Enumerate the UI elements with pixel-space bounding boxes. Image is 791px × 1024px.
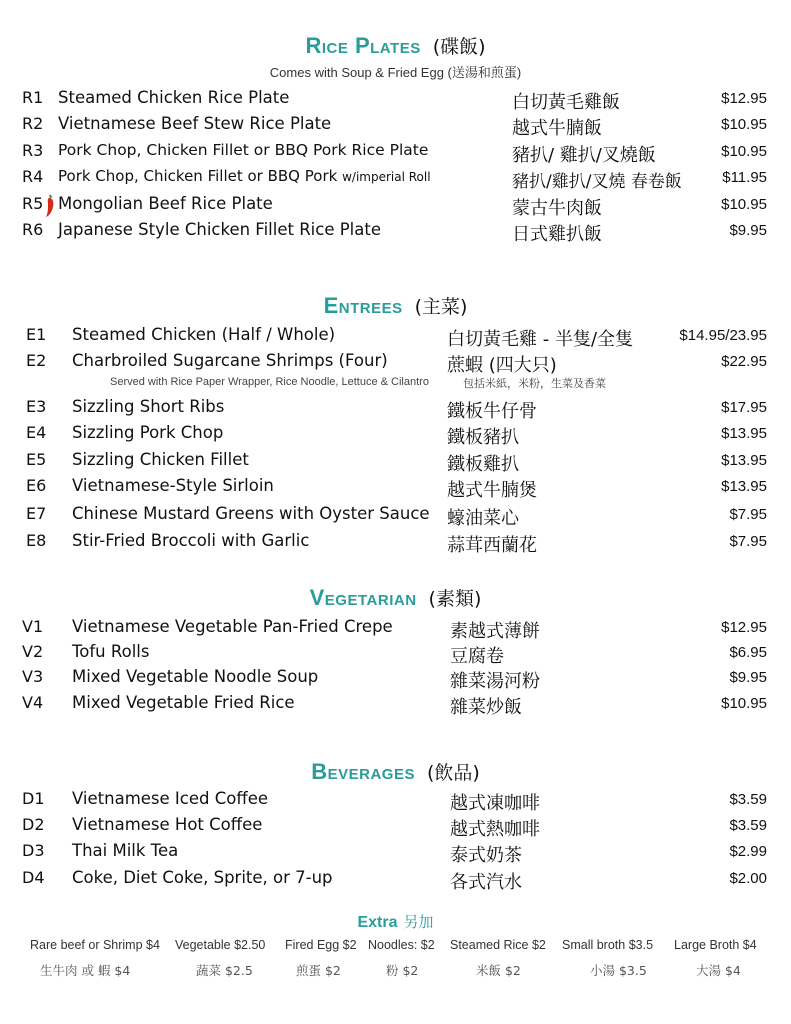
- item-code: R2: [22, 114, 44, 133]
- item-name-zh: 越式熱咖啡: [450, 819, 540, 840]
- menu-item-e8: [0, 531, 791, 557]
- item-code: R6: [22, 220, 44, 239]
- item-name: Japanese Style Chicken Fillet Rice Plate: [58, 220, 381, 239]
- item-price: $3.59: [729, 791, 767, 808]
- chili-pepper-icon: [44, 194, 56, 218]
- menu-item-d4: [0, 868, 791, 894]
- menu-item-e1: [0, 325, 791, 351]
- item-name: Sizzling Pork Chop: [72, 423, 224, 442]
- item-price: $13.95: [721, 478, 767, 495]
- item-price: $3.59: [729, 817, 767, 834]
- extra-item-steamed-rice: Steamed Rice $2: [450, 938, 546, 952]
- menu-item-e2: [0, 351, 791, 377]
- item-name: Vietnamese Iced Coffee: [72, 789, 269, 808]
- extra-item-noodles-zh: 粉 $2: [386, 963, 419, 978]
- item-code: E6: [26, 476, 47, 495]
- item-price: $10.95: [721, 695, 767, 712]
- item-price: $13.95: [721, 425, 767, 442]
- item-name-zh: 豬扒/ 雞扒/叉燒飯: [512, 145, 656, 166]
- item-name: Mixed Vegetable Fried Rice: [72, 693, 295, 712]
- section-title-zh: (素類): [428, 588, 482, 610]
- item-price: $12.95: [721, 619, 767, 636]
- item-code: R1: [22, 88, 44, 107]
- item-note-zh: 包括米紙，米粉，生菜及香菜: [463, 377, 606, 390]
- section-title: Rice Plates: [305, 33, 421, 58]
- item-name: Coke, Diet Coke, Sprite, or 7-up: [72, 868, 333, 887]
- item-name-zh: 豆腐卷: [450, 646, 504, 667]
- menu-item-r2: [0, 114, 791, 140]
- vegetarian-heading: [0, 584, 791, 611]
- item-name-zh: 越式凍咖啡: [450, 793, 540, 814]
- menu-item-e4: [0, 423, 791, 449]
- item-price: $11.95: [722, 169, 767, 186]
- item-name-zh: 鐵板牛仔骨: [447, 401, 537, 422]
- menu-item-d2: [0, 815, 791, 841]
- item-name-zh: 日式雞扒飯: [512, 224, 602, 245]
- item-price: $9.95: [729, 669, 767, 686]
- menu-item-v1: [0, 617, 791, 643]
- item-code: V1: [22, 617, 44, 636]
- item-name-suffix: w/imperial Roll: [342, 170, 431, 184]
- extra-item-large-broth-zh: 大湯 $4: [696, 963, 741, 978]
- menu-item-d3: [0, 841, 791, 867]
- section-title-zh: (飲品): [426, 762, 480, 784]
- extra-item-vegetable-zh: 蔬菜 $2.5: [196, 963, 253, 978]
- item-name: Vietnamese Vegetable Pan-Fried Crepe: [72, 617, 393, 636]
- item-price: $22.95: [721, 353, 767, 370]
- item-code: D3: [22, 841, 45, 860]
- menu-item-e6: [0, 476, 791, 502]
- item-price: $7.95: [729, 506, 767, 523]
- item-code: E1: [26, 325, 47, 344]
- section-title: Vegetarian: [309, 585, 417, 610]
- item-name-zh: 雜菜湯河粉: [450, 671, 540, 692]
- menu-item-e5: [0, 450, 791, 476]
- item-note: Served with Rice Paper Wrapper, Rice Noodle, Lettuce & Cilantro: [110, 376, 429, 388]
- menu-item-e7: [0, 504, 791, 530]
- beverages-heading: [0, 758, 791, 785]
- item-code: V3: [22, 667, 44, 686]
- menu-item-v4: [0, 693, 791, 719]
- item-name: Chinese Mustard Greens with Oyster Sauce: [72, 504, 430, 523]
- entrees-heading: [0, 292, 791, 319]
- item-name-zh: 蠔油菜心: [447, 508, 519, 529]
- item-price: $17.95: [721, 399, 767, 416]
- item-name: Mixed Vegetable Noodle Soup: [72, 667, 319, 686]
- extra-item-small-broth: Small broth $3.5: [562, 938, 654, 952]
- rice-plates-subtitle: Comes with Soup & Fried Egg (送湯和煎蛋): [269, 65, 522, 80]
- item-price: $7.95: [729, 533, 767, 550]
- item-name-zh: 白切黃毛雞飯: [512, 92, 620, 113]
- item-code: R3: [22, 141, 44, 160]
- item-price: $6.95: [729, 644, 767, 661]
- item-price: $14.95/23.95: [679, 327, 767, 344]
- menu-item-e3: [0, 397, 791, 423]
- extra-item-vegetable: Vegetable $2.50: [175, 938, 266, 952]
- item-price: $13.95: [721, 452, 767, 469]
- extra-item-noodles: Noodles: $2: [368, 938, 435, 952]
- item-name: Steamed Chicken (Half / Whole): [72, 325, 336, 344]
- item-code: V2: [22, 642, 44, 661]
- item-name-zh: 越式牛腩煲: [447, 480, 537, 501]
- item-name: Stir-Fried Broccoli with Garlic: [72, 531, 310, 550]
- item-name: Tofu Rolls: [72, 642, 150, 661]
- menu-item-v3: [0, 667, 791, 693]
- item-code: E7: [26, 504, 47, 523]
- item-price: $10.95: [721, 196, 767, 213]
- item-name-zh: 泰式奶茶: [450, 845, 522, 866]
- item-code: E2: [26, 351, 47, 370]
- extra-title: Extra: [357, 914, 398, 931]
- item-code: R5: [22, 194, 44, 213]
- item-name-zh: 蒜茸西蘭花: [447, 535, 537, 556]
- item-name-zh: 越式牛腩飯: [512, 118, 602, 139]
- item-code: E3: [26, 397, 47, 416]
- item-name-zh: 鐵板雞扒: [447, 454, 519, 475]
- extra-item-rare-beef: Rare beef or Shrimp $4: [30, 938, 160, 952]
- item-name-zh: 蒙古牛肉飯: [512, 198, 602, 219]
- item-name-zh: 白切黃毛雞 - 半隻/全隻: [447, 329, 634, 350]
- item-price: $9.95: [729, 222, 767, 239]
- item-price: $12.95: [721, 90, 767, 107]
- item-name-zh: 鐵板豬扒: [447, 427, 519, 448]
- item-code: D1: [22, 789, 45, 808]
- item-price: $10.95: [721, 143, 767, 160]
- item-name: Thai Milk Tea: [72, 841, 179, 860]
- item-name: Mongolian Beef Rice Plate: [58, 194, 273, 213]
- item-code: E4: [26, 423, 47, 442]
- extra-item-rare-beef-zh: 生牛肉 或 蝦 $4: [40, 963, 131, 978]
- item-name-zh: 豬扒/雞扒/叉燒 春卷飯: [512, 172, 682, 192]
- section-title: Beverages: [311, 759, 415, 784]
- extra-item-large-broth: Large Broth $4: [674, 938, 757, 952]
- item-price: $2.00: [729, 870, 767, 887]
- rice-plates-heading: [0, 32, 791, 59]
- extra-item-fried-egg-zh: 煎蛋 $2: [296, 963, 341, 978]
- menu-item-v2: [0, 642, 791, 668]
- section-title-zh: (碟飯): [432, 36, 486, 58]
- item-price: $2.99: [729, 843, 767, 860]
- item-code: V4: [22, 693, 44, 712]
- menu-item-d1: [0, 789, 791, 815]
- section-title-zh: (主菜): [414, 296, 468, 318]
- item-code: R4: [22, 167, 44, 186]
- section-title: Entrees: [323, 293, 403, 318]
- item-code: E8: [26, 531, 47, 550]
- item-price: $10.95: [721, 116, 767, 133]
- item-name: Sizzling Chicken Fillet: [72, 450, 249, 469]
- menu-item-r6: [0, 220, 791, 246]
- item-name: Steamed Chicken Rice Plate: [58, 88, 290, 107]
- item-name-zh: 雜菜炒飯: [450, 697, 522, 718]
- item-name-zh: 蔗蝦 (四大只): [447, 355, 557, 376]
- item-name: Charbroiled Sugarcane Shrimps (Four): [72, 351, 388, 370]
- extra-item-fried-egg: Fired Egg $2: [285, 938, 357, 952]
- item-code: D4: [22, 868, 45, 887]
- extra-item-steamed-rice-zh: 米飯 $2: [476, 963, 521, 978]
- item-name: Pork Chop, Chicken Fillet or BBQ Pork Rice Plate: [58, 141, 429, 159]
- item-name: Vietnamese-Style Sirloin: [72, 476, 274, 495]
- item-name: Sizzling Short Ribs: [72, 397, 225, 416]
- extra-item-small-broth-zh: 小湯 $3.5: [590, 963, 647, 978]
- menu-item-r1: [0, 88, 791, 114]
- menu-item-r4: [0, 167, 791, 193]
- item-name: Pork Chop, Chicken Fillet or BBQ Pork w/imperial Roll: [58, 167, 431, 185]
- item-name: Vietnamese Beef Stew Rice Plate: [58, 114, 332, 133]
- menu-item-r5: [0, 194, 791, 220]
- extra-heading: [0, 911, 791, 932]
- item-name-zh: 各式汽水: [450, 872, 522, 893]
- item-name: Vietnamese Hot Coffee: [72, 815, 263, 834]
- item-name-zh: 素越式薄餅: [450, 621, 540, 642]
- menu-item-r3: [0, 141, 791, 167]
- item-code: E5: [26, 450, 47, 469]
- item-code: D2: [22, 815, 45, 834]
- extra-title-zh: 另加: [403, 913, 434, 931]
